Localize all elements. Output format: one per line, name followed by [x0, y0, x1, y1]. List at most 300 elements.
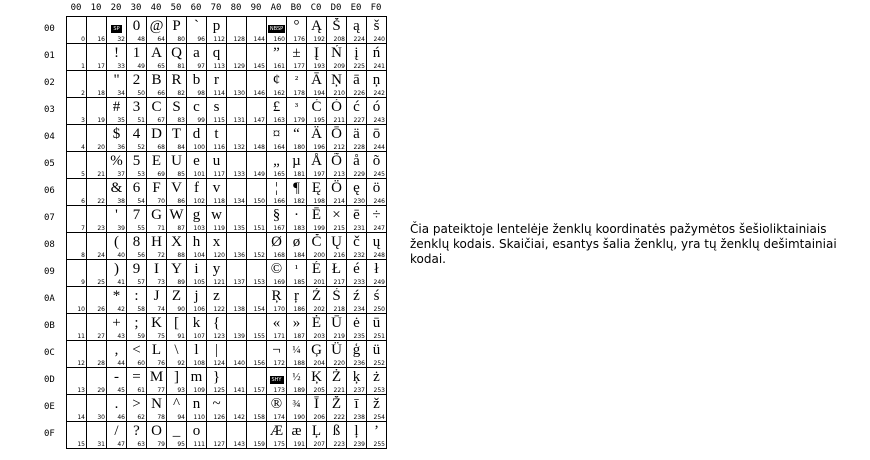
decimal-code: 171	[273, 333, 285, 340]
code-cell	[67, 206, 87, 233]
glyph: ē	[353, 207, 360, 223]
glyph: ’	[374, 423, 379, 439]
code-cell	[127, 125, 147, 152]
column-header: 20	[110, 3, 122, 13]
row-header: 03	[44, 105, 55, 115]
code-cell	[347, 98, 367, 125]
glyph: Å	[311, 153, 322, 169]
decimal-code: 44	[117, 360, 125, 367]
code-cell	[327, 368, 347, 395]
decimal-code: 202	[313, 306, 325, 313]
decimal-code: 78	[157, 414, 165, 421]
glyph: F	[152, 180, 161, 196]
decimal-code: 27	[97, 333, 105, 340]
code-cell	[367, 206, 387, 233]
code-cell	[307, 422, 327, 449]
decimal-code: 188	[293, 360, 305, 367]
glyph: [	[174, 315, 179, 331]
column-header: 10	[90, 3, 102, 13]
decimal-code: 182	[293, 198, 305, 205]
decimal-code: 158	[253, 414, 265, 421]
glyph: Ą	[311, 18, 322, 34]
code-cell	[67, 71, 87, 98]
decimal-code: 30	[97, 414, 105, 421]
glyph: j	[194, 288, 199, 304]
code-cell	[107, 287, 127, 314]
code-cell	[107, 179, 127, 206]
decimal-code: 217	[333, 279, 345, 286]
glyph: Ł	[331, 261, 342, 277]
code-cell	[287, 260, 307, 287]
code-cell	[167, 368, 187, 395]
table-row	[67, 206, 387, 233]
decimal-code: 180	[293, 144, 305, 151]
glyph: ł	[374, 261, 379, 277]
glyph: $	[112, 126, 121, 142]
glyph: Ę	[311, 180, 322, 196]
code-cell	[87, 98, 107, 125]
code-cell	[307, 260, 327, 287]
glyph: h	[192, 234, 201, 250]
glyph: Į	[314, 45, 319, 61]
decimal-code: 111	[193, 441, 205, 448]
glyph: o	[192, 423, 201, 439]
code-cell	[167, 179, 187, 206]
decimal-code: 61	[137, 387, 145, 394]
decimal-code: 185	[293, 279, 305, 286]
decimal-code: 214	[333, 198, 345, 205]
decimal-code: 235	[353, 333, 365, 340]
glyph: :	[134, 288, 139, 304]
code-cell	[367, 287, 387, 314]
code-cell	[87, 44, 107, 71]
glyph: õ	[372, 153, 381, 169]
code-cell	[287, 98, 307, 125]
glyph: M	[149, 369, 164, 385]
glyph: Ä	[311, 126, 322, 142]
decimal-code: 29	[97, 387, 105, 394]
decimal-code: 170	[273, 306, 285, 313]
column-header: 00	[70, 3, 82, 13]
code-cell	[227, 206, 247, 233]
code-cell	[87, 422, 107, 449]
glyph: ÷	[372, 207, 381, 223]
code-cell	[367, 179, 387, 206]
decimal-code: 247	[373, 225, 385, 232]
code-cell	[287, 341, 307, 368]
decimal-code: 220	[333, 360, 345, 367]
decimal-code: 86	[177, 198, 185, 205]
glyph: Ū	[331, 315, 342, 331]
decimal-code: 166	[273, 198, 285, 205]
row-header: 0F	[44, 429, 55, 439]
glyph: B	[151, 72, 162, 88]
decimal-code: 203	[313, 333, 325, 340]
code-cell	[367, 152, 387, 179]
glyph	[107, 18, 126, 34]
glyph	[267, 18, 286, 34]
code-cell	[267, 395, 287, 422]
decimal-code: 226	[353, 90, 365, 97]
decimal-code: 199	[313, 225, 325, 232]
table-caption: Čia pateiktoje lentelėje ženklų koordinatės pažymėtos šešioliktainiais ženklų kodais. Skaičiai, esantys šalia ženklų, yra tų ženklų dešimtainiai kodai.	[410, 222, 837, 266]
decimal-code: 141	[233, 387, 245, 394]
glyph: Y	[171, 261, 182, 277]
code-cell	[347, 422, 367, 449]
code-cell	[67, 152, 87, 179]
code-cell	[367, 368, 387, 395]
decimal-code: 92	[177, 360, 185, 367]
glyph: G	[151, 207, 162, 223]
code-cell	[287, 395, 307, 422]
column-header: 50	[170, 3, 182, 13]
glyph: “	[293, 126, 300, 142]
decimal-code: 231	[353, 225, 365, 232]
code-cell	[347, 152, 367, 179]
code-cell	[87, 287, 107, 314]
decimal-code: 249	[373, 279, 385, 286]
code-cell	[227, 422, 247, 449]
glyph: 4	[132, 126, 141, 142]
code-cell	[247, 422, 267, 449]
code-cell	[287, 314, 307, 341]
glyph: ķ	[352, 369, 361, 385]
glyph: E	[151, 153, 162, 169]
glyph: 5	[132, 153, 141, 169]
decimal-code: 131	[233, 117, 245, 124]
code-cell	[67, 260, 87, 287]
decimal-code: 23	[97, 225, 105, 232]
code-cell	[227, 233, 247, 260]
decimal-code: 139	[233, 333, 245, 340]
decimal-code: 48	[137, 36, 145, 43]
decimal-code: 246	[373, 198, 385, 205]
row-header: 06	[44, 186, 55, 196]
table-row	[67, 395, 387, 422]
decimal-code: 10	[77, 306, 85, 313]
decimal-code: 37	[117, 171, 125, 178]
decimal-code: 169	[273, 279, 285, 286]
code-cell	[147, 179, 167, 206]
decimal-code: 28	[97, 360, 105, 367]
glyph: ę	[353, 180, 360, 196]
glyph: „	[273, 153, 280, 169]
decimal-code: 64	[157, 36, 165, 43]
decimal-code: 137	[233, 279, 245, 286]
code-cell	[107, 422, 127, 449]
code-cell	[347, 287, 367, 314]
glyph: Ø	[271, 234, 282, 250]
glyph: ¬	[272, 342, 281, 358]
decimal-code: 32	[117, 36, 125, 43]
glyph: p	[212, 18, 221, 34]
decimal-code: 147	[253, 117, 265, 124]
decimal-code: 215	[333, 225, 345, 232]
code-cell	[347, 395, 367, 422]
code-cell	[127, 17, 147, 44]
code-cell	[127, 152, 147, 179]
decimal-code: 2	[81, 90, 85, 97]
code-cell	[327, 71, 347, 98]
code-cell	[127, 44, 147, 71]
code-cell	[287, 125, 307, 152]
decimal-code: 212	[333, 144, 345, 151]
code-cell	[67, 17, 87, 44]
glyph: 9	[132, 261, 141, 277]
code-cell	[167, 152, 187, 179]
glyph: Š	[332, 18, 341, 34]
glyph: ¶	[293, 180, 300, 196]
decimal-code: 222	[333, 414, 345, 421]
code-cell	[67, 179, 87, 206]
code-cell	[367, 125, 387, 152]
glyph: ¢	[272, 72, 281, 88]
column-header: 70	[210, 3, 222, 13]
decimal-code: 77	[157, 387, 165, 394]
glyph: ā	[353, 72, 360, 88]
code-cell	[147, 368, 167, 395]
code-cell	[247, 179, 267, 206]
table-row	[67, 44, 387, 71]
glyph: Č	[311, 234, 322, 250]
decimal-code: 96	[197, 36, 205, 43]
code-cell	[187, 260, 207, 287]
code-cell	[167, 341, 187, 368]
decimal-code: 234	[353, 306, 365, 313]
code-cell	[347, 71, 367, 98]
glyph: a	[193, 45, 200, 61]
glyph: Ń	[331, 45, 342, 61]
decimal-code: 97	[197, 63, 205, 70]
code-cell	[147, 395, 167, 422]
decimal-code: 100	[193, 144, 205, 151]
code-cell	[207, 422, 227, 449]
decimal-code: 1	[81, 63, 85, 70]
row-header: 0A	[44, 294, 55, 304]
decimal-code: 148	[253, 144, 265, 151]
code-cell	[87, 395, 107, 422]
decimal-code: 244	[373, 144, 385, 151]
decimal-code: 193	[313, 63, 325, 70]
code-cell	[327, 17, 347, 44]
code-cell	[147, 260, 167, 287]
decimal-code: 190	[293, 414, 305, 421]
decimal-code: 84	[177, 144, 185, 151]
decimal-code: 99	[197, 117, 205, 124]
glyph: .	[114, 396, 119, 412]
code-cell	[107, 44, 127, 71]
code-cell	[187, 341, 207, 368]
decimal-code: 50	[137, 90, 145, 97]
decimal-code: 251	[373, 333, 385, 340]
table-row	[67, 125, 387, 152]
glyph: ×	[332, 207, 341, 223]
decimal-code: 91	[177, 333, 185, 340]
glyph: §	[272, 207, 281, 223]
code-cell	[127, 233, 147, 260]
table-row	[67, 287, 387, 314]
glyph: Ō	[331, 126, 342, 142]
glyph: U	[171, 153, 182, 169]
table-row	[67, 422, 387, 449]
row-header: 08	[44, 240, 55, 250]
decimal-code: 140	[233, 360, 245, 367]
decimal-code: 219	[333, 333, 345, 340]
column-header: B0	[290, 3, 302, 13]
code-cell	[67, 368, 87, 395]
code-cell	[327, 395, 347, 422]
code-cell	[367, 422, 387, 449]
decimal-code: 34	[117, 90, 125, 97]
code-cell	[187, 71, 207, 98]
column-header: 60	[190, 3, 202, 13]
code-cell	[67, 98, 87, 125]
decimal-code: 49	[137, 63, 145, 70]
code-cell	[347, 233, 367, 260]
decimal-code: 160	[273, 36, 285, 43]
glyph: ļ	[354, 423, 359, 439]
decimal-code: 211	[333, 117, 345, 124]
code-cell	[247, 233, 267, 260]
code-cell	[127, 287, 147, 314]
decimal-code: 232	[353, 252, 365, 259]
decimal-code: 149	[253, 171, 265, 178]
decimal-code: 172	[273, 360, 285, 367]
code-cell	[187, 422, 207, 449]
glyph: n	[192, 396, 201, 412]
glyph: ū	[372, 315, 381, 331]
code-cell	[267, 287, 287, 314]
row-header: 09	[44, 267, 55, 277]
glyph: H	[151, 234, 162, 250]
row-header: 00	[44, 24, 55, 34]
decimal-code: 109	[193, 387, 205, 394]
decimal-code: 6	[81, 198, 85, 205]
decimal-code: 142	[233, 414, 245, 421]
code-cell	[227, 44, 247, 71]
glyph: ]	[174, 369, 179, 385]
glyph: £	[272, 99, 281, 115]
decimal-code: 42	[117, 306, 125, 313]
decimal-code: 117	[213, 171, 225, 178]
decimal-code: 39	[117, 225, 125, 232]
decimal-code: 237	[353, 387, 365, 394]
glyph: 7	[132, 207, 141, 223]
code-cell	[367, 341, 387, 368]
glyph: e	[193, 153, 200, 169]
code-cell	[187, 152, 207, 179]
glyph: C	[151, 99, 162, 115]
decimal-code: 250	[373, 306, 385, 313]
decimal-code: 156	[253, 360, 265, 367]
table-row	[67, 17, 387, 44]
glyph: r	[214, 72, 219, 88]
code-cell	[267, 422, 287, 449]
decimal-code: 76	[157, 360, 165, 367]
decimal-code: 88	[177, 252, 185, 259]
decimal-code: 168	[273, 252, 285, 259]
decimal-code: 150	[253, 198, 265, 205]
code-cell	[107, 233, 127, 260]
glyph: ń	[372, 45, 381, 61]
row-header: 01	[44, 51, 55, 61]
code-cell	[167, 422, 187, 449]
glyph: į	[354, 45, 359, 61]
row-header: 0C	[44, 348, 55, 358]
decimal-code: 93	[177, 387, 185, 394]
glyph: Ļ	[311, 423, 322, 439]
glyph: Ē	[311, 207, 322, 223]
decimal-code: 36	[117, 144, 125, 151]
decimal-code: 245	[373, 171, 385, 178]
code-cell	[347, 206, 367, 233]
decimal-code: 104	[193, 252, 205, 259]
decimal-code: 108	[193, 360, 205, 367]
code-cell	[327, 152, 347, 179]
decimal-code: 81	[177, 63, 185, 70]
decimal-code: 31	[97, 441, 105, 448]
decimal-code: 204	[313, 360, 325, 367]
decimal-code: 221	[333, 387, 345, 394]
decimal-code: 116	[213, 144, 225, 151]
glyph: Ŗ	[271, 288, 282, 304]
decimal-code: 80	[177, 36, 185, 43]
decimal-code: 195	[313, 117, 325, 124]
code-cell	[87, 206, 107, 233]
glyph: ü	[372, 342, 381, 358]
table-row	[67, 152, 387, 179]
code-cell	[147, 341, 167, 368]
glyph: &	[110, 180, 123, 196]
glyph: 2	[132, 72, 141, 88]
code-cell	[267, 179, 287, 206]
glyph: ·	[294, 207, 299, 223]
decimal-code: 207	[313, 441, 325, 448]
decimal-code: 68	[157, 144, 165, 151]
code-cell	[287, 422, 307, 449]
decimal-code: 252	[373, 360, 385, 367]
code-cell	[207, 98, 227, 125]
glyph: Ī	[314, 396, 319, 412]
glyph: m	[190, 369, 203, 385]
glyph: 3	[132, 99, 141, 115]
code-cell	[147, 287, 167, 314]
code-cell	[67, 233, 87, 260]
glyph: É	[311, 261, 322, 277]
decimal-code: 208	[333, 36, 345, 43]
code-cell	[167, 71, 187, 98]
glyph: å	[353, 153, 360, 169]
code-cell	[267, 98, 287, 125]
glyph: V	[171, 180, 182, 196]
code-cell	[367, 395, 387, 422]
decimal-code: 130	[233, 90, 245, 97]
decimal-code: 65	[157, 63, 165, 70]
code-cell	[227, 287, 247, 314]
glyph: )	[114, 261, 119, 277]
decimal-code: 153	[253, 279, 265, 286]
decimal-code: 121	[213, 279, 225, 286]
code-cell	[167, 233, 187, 260]
code-cell	[187, 233, 207, 260]
glyph: -	[114, 369, 119, 385]
code-cell	[87, 341, 107, 368]
glyph: +	[112, 315, 121, 331]
decimal-code: 248	[373, 252, 385, 259]
code-cell	[327, 179, 347, 206]
glyph: i	[194, 261, 199, 277]
glyph: T	[171, 126, 182, 142]
